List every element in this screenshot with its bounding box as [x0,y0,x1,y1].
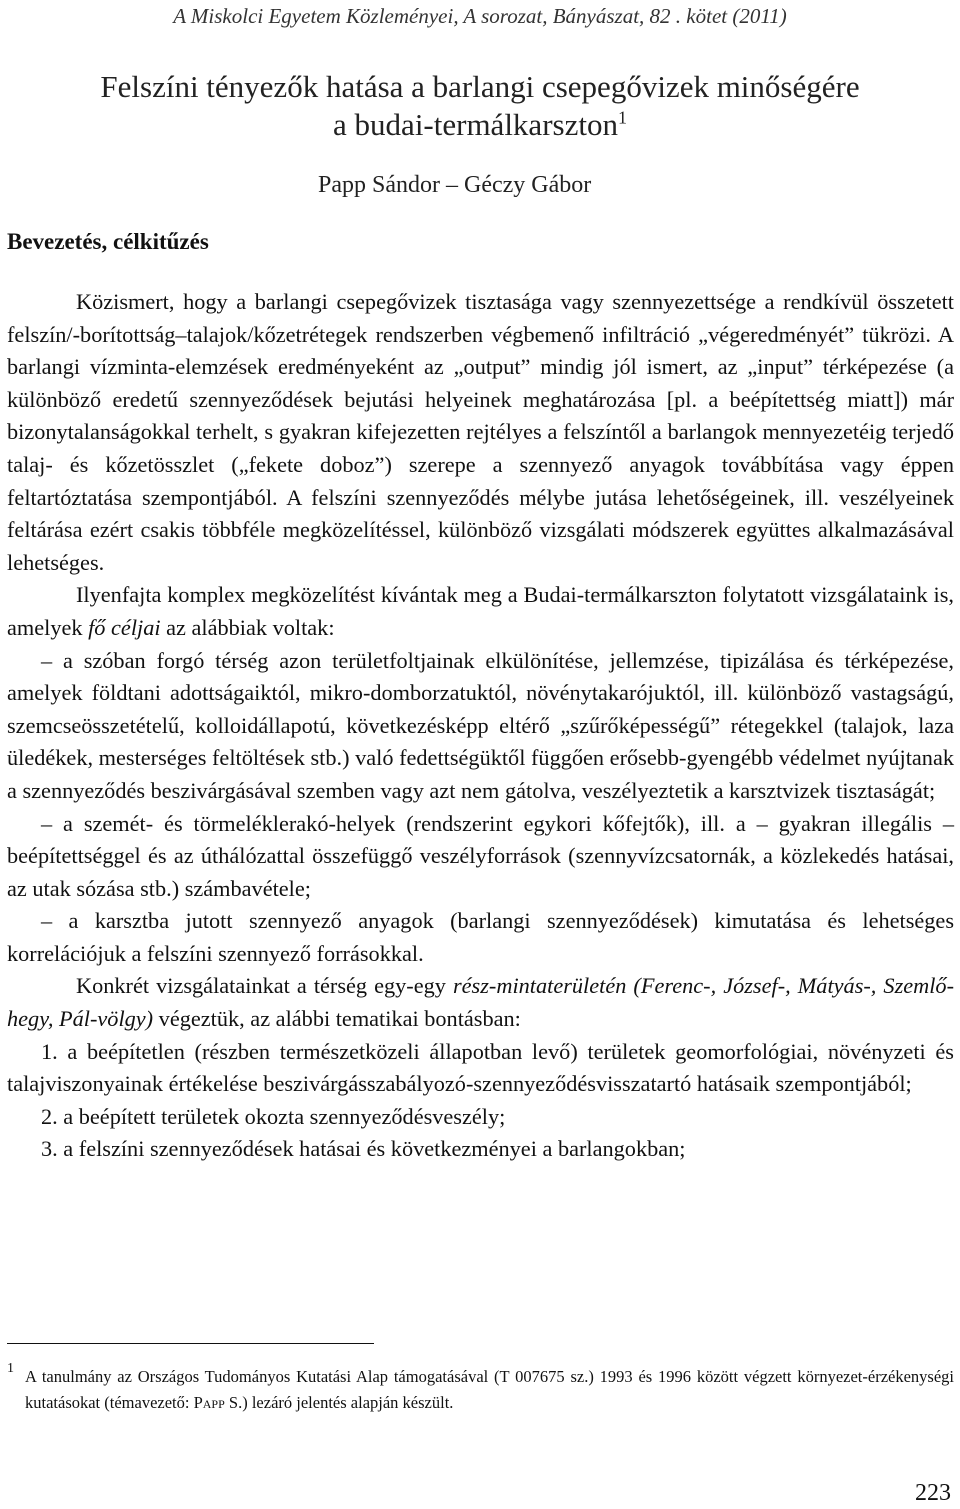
numbered-item-1: 1. a beépítetlen (részben természetközeli állapotban levő) területek geomorfológiai, növényzeti és talajviszonyainak értékelése beszivárgásszabályozó-szennyeződésvisszatartó hatásaik szempontjából; [7,1038,954,1097]
paragraph-3-a: Konkrét vizsgálatainkat a térség egy-egy [76,973,453,999]
title-line-2-text: a budai-termálkarszton [333,107,618,142]
dash-item-3: – a karsztba jutott szennyező anyagok (barlangi szennyeződések) kimutatása és lehetséges korrelációjuk a felszíni szennyező forrásokkal. [7,908,954,966]
dash-item-2: – a szemét- és törmeléklerakó-helyek (rendszerint egykori kőfejtők), ill. a – gyakran illegális – beépítettséggel és az úthálózattal összefüggő veszélyforrások (szennyvízcsatornák, a közlekedés hatásai, az utak sózása stb.) számbavétele; [7,810,954,901]
paragraph-2-emphasis: fő céljai [88,614,161,640]
section-heading: Bevezetés, célkitűzés [7,229,209,254]
paragraph-1: Közismert, hogy a barlangi csepegővizek tisztasága vagy szennyezettsége a rendkívül összetett felszín/-borítottság–talajok/kőzetrétegek rendszerben végbemenő infiltráció „végeredményét” tükrözi. A barlangi vízminta-elemzések eredményeként az „output” mindig jól ismert, az „input” térképezése (a különböző eredetű szennyeződések bejutási helyeinek meghatározása [pl. a beépítettség miatt]) már bizonytalanságokkal terhelt, s gyakran kifejezetten rejtélyes a felszíntől a barlangok mennyezetéig terjedő talaj- és kőzetösszlet („fekete doboz”) szerepe a szennyező anyagok továbbítása vagy éppen feltartóztatása szempontjából. A felszíni szennyeződés mélybe jutása lehetőségeinek, ill. veszélyeinek feltárása ezért csakis többféle megközelítéssel, különböző vizsgálati módszerek együttes alkalmazásával lehetséges. [7,289,954,575]
authors: Papp Sándor – Géczy Gábor [318,172,592,198]
title-footnote-mark: 1 [617,107,627,128]
numbered-item-3: 3. a felszíni szennyeződések hatásai és következményei a barlangokban; [41,1136,686,1162]
footnote-number: 1 [7,1361,14,1376]
footnote-author: Papp [193,1393,225,1412]
footnote-divider [7,1343,374,1344]
title-line-2 [0,106,960,144]
footnote-text [25,1364,954,1416]
paragraph-3-b: végeztük, az alábbi tematikai bontásban: [153,1006,521,1032]
paper-title [0,68,960,144]
paragraph-2-b: az alábbiak voltak: [160,614,335,640]
numbered-item-2: 2. a beépített területek okozta szennyeződésveszély; [41,1103,506,1129]
footnote-text-a: A tanulmány az Országos Tudományos Kutatási Alap támogatásával (T 007675 sz.) 1993 és 1996 között végzett környezet-érzékenységi kutatásokat (témavezető: [25,1367,954,1412]
running-header: A Miskolci Egyetem Közleményei, A sorozat, Bányászat, 82 . kötet (2011) [173,4,787,28]
page-number: 223 [915,1480,951,1506]
title-line-1: Felszíni tényezők hatása a barlangi csepegővizek minőségére [100,69,860,104]
paragraph-2 [7,579,954,644]
dash-item-1: – a szóban forgó térség azon területfoltjainak elkülönítése, jellemzése, tipizálása és térképezése, amelyek földtani adottságaiktól, mikro-domborzatuktól, növénytakarójuktól, ill. különböző vastagságú, szemcseösszetételű, kolloidállapotú, következésképp eltérő „szűrőképességű” rétegekkel (talajok, laza üledékek, mesterséges feltöltések stb.) való fedettségüktől függően erősebb-gyengébb védelmet nyújtanak a szennyeződés beszivárgásával szemben vagy azt nem gátolva, veszélyeztetik a karsztvizek tisztaságát; [7,647,954,803]
paragraph-3 [7,970,954,1035]
footnote-text-b: S.) lezáró jelentés alapján készült. [224,1393,454,1412]
paragraph-3-emphasis: rész-mintaterületén (Ferenc-, József-, Mátyás-, Szemlő-hegy, Pál-völgy) [7,973,955,1032]
paragraph-2-a: Ilyenfajta komplex megközelítést kívántak meg a Budai-termálkarszton folytatott vizsgálataink is, amelyek [7,582,954,640]
body-text [7,286,954,1166]
footnote [7,1361,954,1416]
